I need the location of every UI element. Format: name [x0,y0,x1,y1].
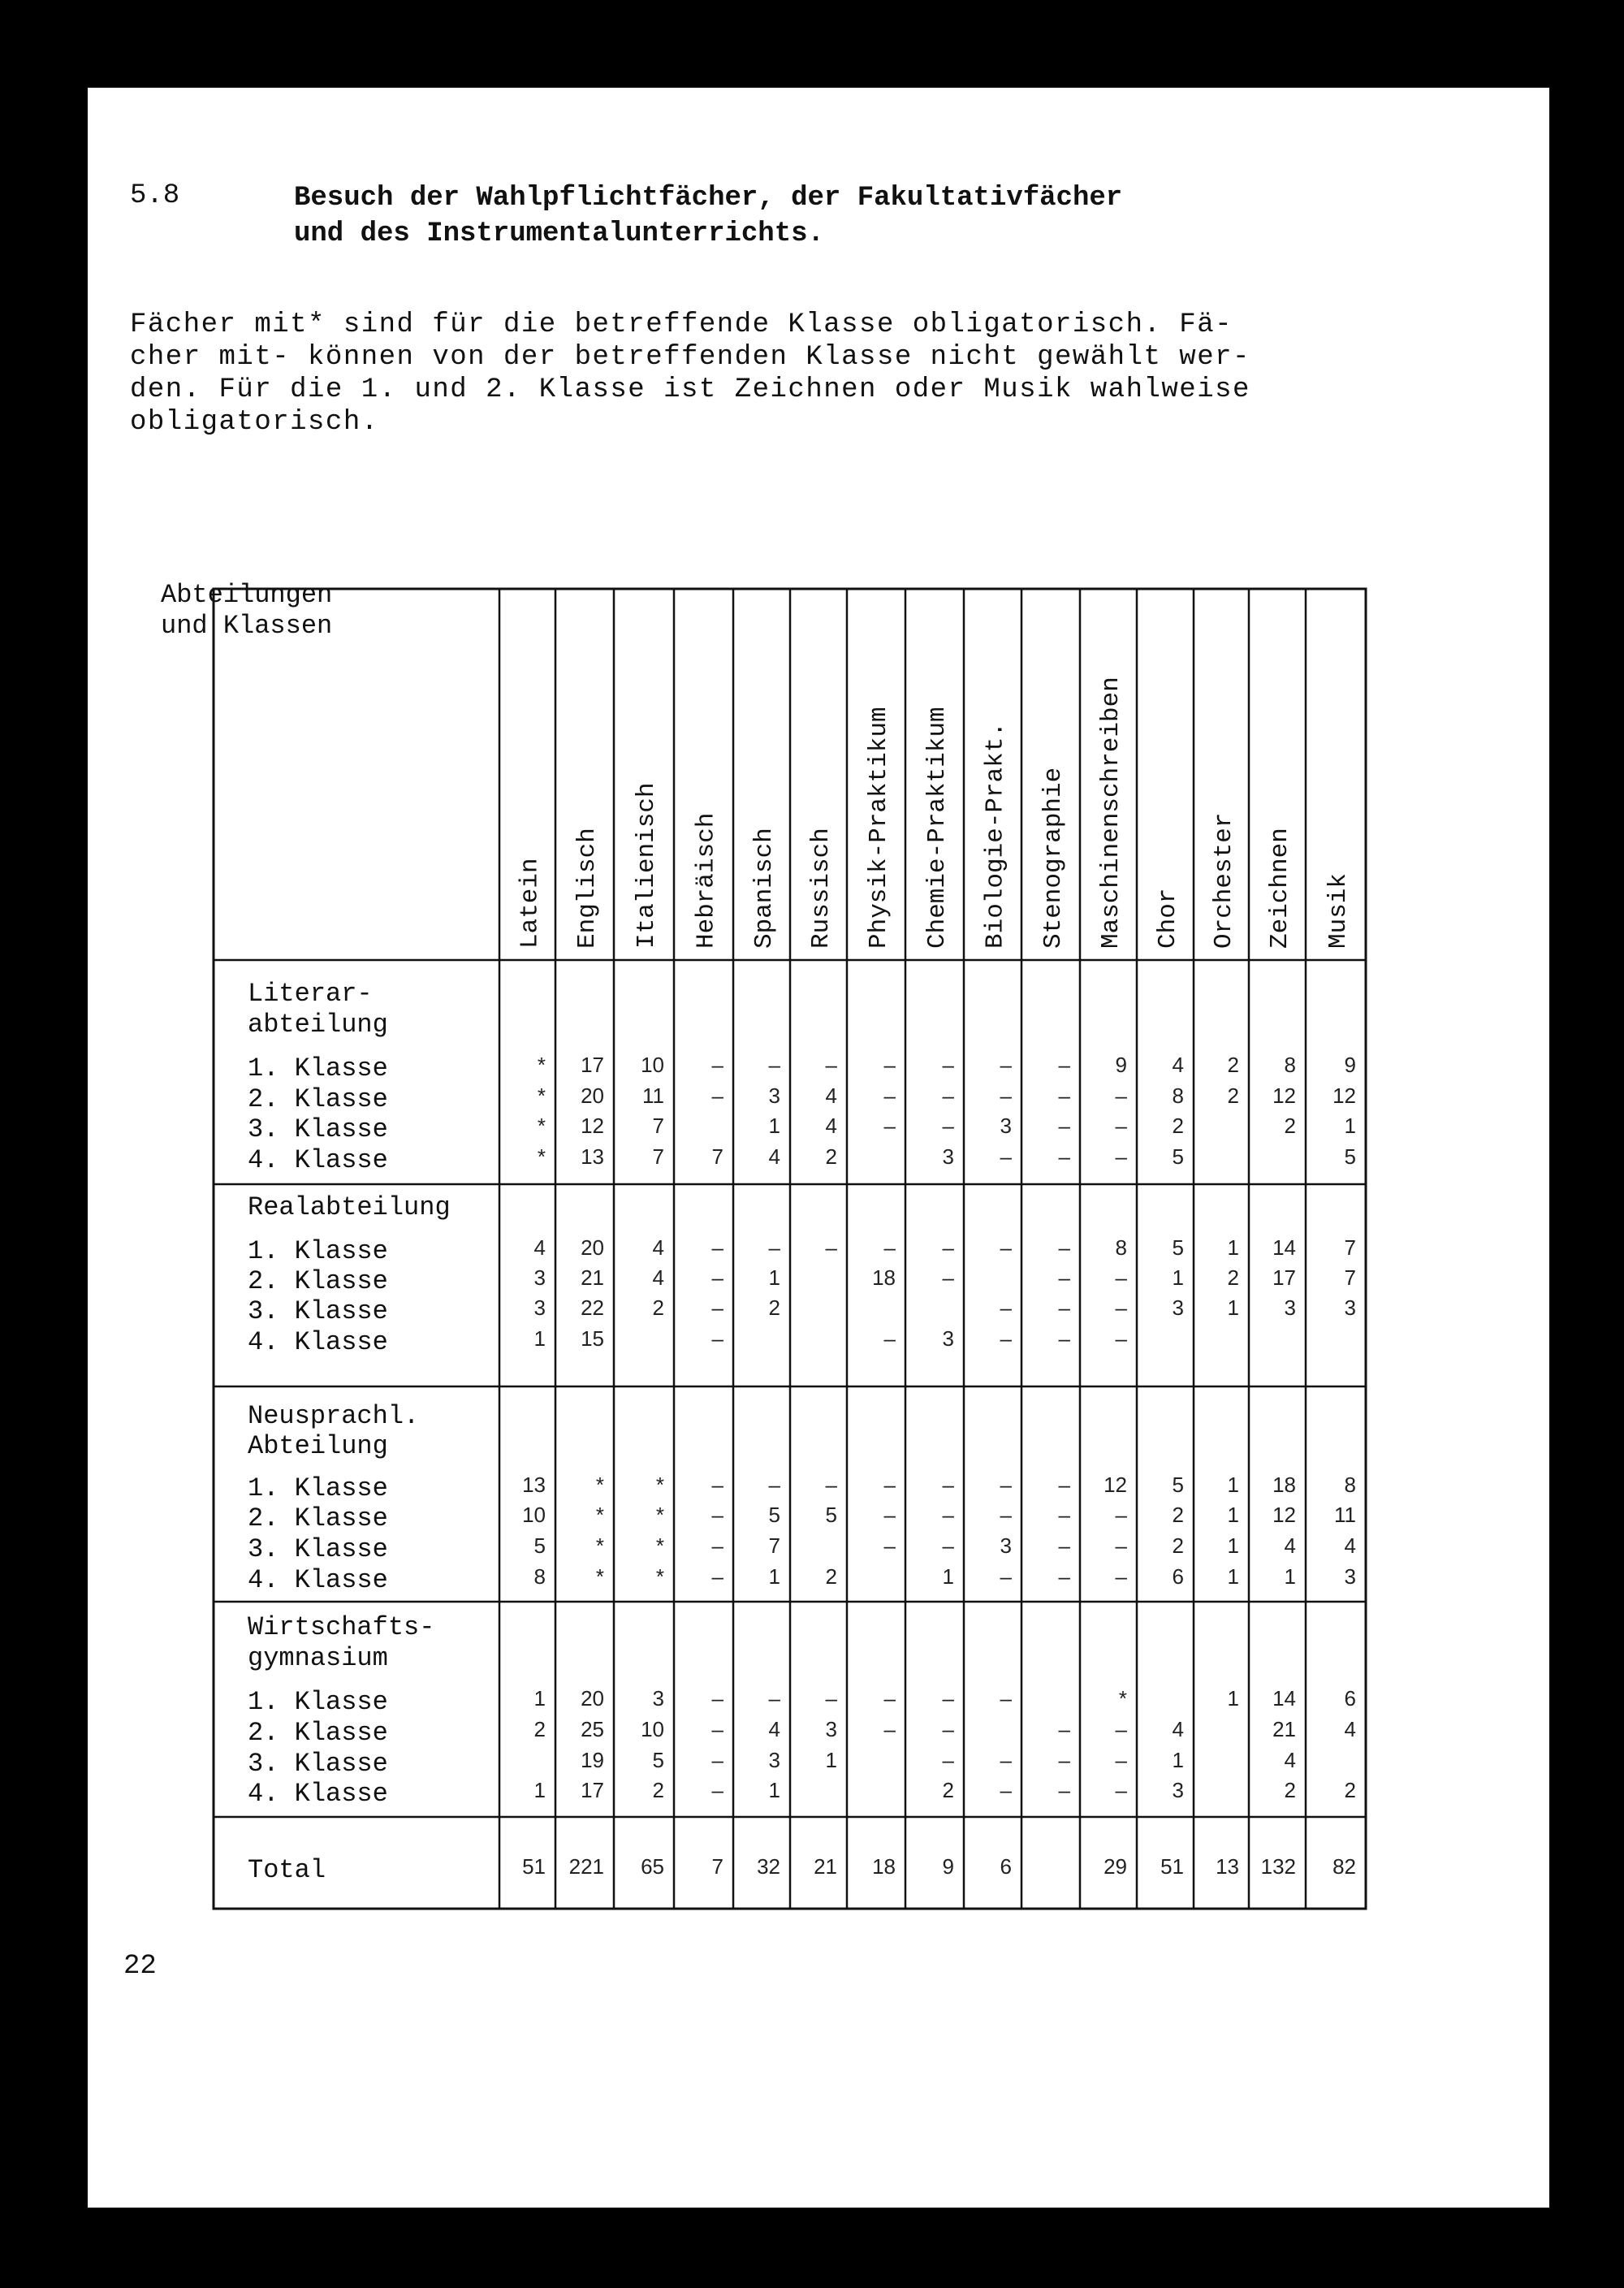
table-cell: 21 [1272,1717,1296,1741]
table-cell: 20 [581,1686,604,1711]
row-label: 2. Klasse [248,1084,388,1114]
table-cell: – [768,1235,780,1260]
table-cell: 3 [768,1748,780,1772]
table-cell: 5 [1172,1235,1184,1260]
table-cell: 5 [533,1533,546,1558]
table-cell: 9 [1115,1053,1127,1077]
row-label: 2. Klasse [248,1503,388,1533]
header-label-line-1: Abteilungen [161,580,333,610]
row-label: 4. Klasse [248,1327,388,1357]
table-cell: – [1115,1295,1127,1320]
section-title: Neusprachl. [248,1401,420,1431]
table-cell: 2 [1344,1778,1356,1802]
table-cell: – [942,1265,954,1290]
table-cell: 14 [1272,1235,1296,1260]
table-cell: – [1000,1473,1012,1497]
section-title-line-2: und des Instrumentalunterrichts. [294,218,824,249]
table-cell: 5 [1172,1144,1184,1169]
table-cell: – [711,1748,723,1772]
table-cell: – [883,1686,896,1711]
table-cell: – [1058,1083,1070,1108]
column-header: Spanisch [750,828,779,949]
table-cell: 4 [1172,1053,1184,1077]
table-cell: – [711,1717,723,1741]
table-cell: 3 [1344,1295,1356,1320]
table-cell: 18 [872,1854,896,1879]
table-cell: – [942,1533,954,1558]
intro-line: obligatorisch. [130,407,379,438]
table-cell: 4 [1344,1717,1356,1741]
table-cell: – [1058,1717,1070,1741]
table-cell: 10 [641,1717,664,1741]
table-cell: – [1000,1503,1012,1527]
table-cell: – [942,1473,954,1497]
table-cell: – [711,1503,723,1527]
table-cell: 1 [533,1686,546,1711]
table-cell: 2 [768,1295,780,1320]
table-cell: 4 [825,1083,837,1108]
table-cell: – [711,1235,723,1260]
table-cell: 4 [1344,1533,1356,1558]
table-cell: 7 [711,1854,723,1879]
table-cell: 14 [1272,1686,1296,1711]
table-cell: 10 [522,1503,546,1527]
table-cell: – [1058,1114,1070,1138]
table-cell: – [942,1503,954,1527]
table-cell: 32 [757,1854,780,1879]
table-cell: 11 [642,1083,664,1108]
table-cell: * [595,1503,604,1527]
table-cell: 4 [533,1235,546,1260]
table-cell: 3 [1000,1533,1012,1558]
table-cell: 4 [1284,1748,1296,1772]
table-cell: 132 [1260,1854,1296,1879]
table-cell: 1 [1227,1533,1239,1558]
table-cell: 9 [942,1854,954,1879]
table-cell: – [711,1778,723,1802]
table-cell: 1 [1227,1564,1239,1589]
table-cell: 8 [1284,1053,1296,1077]
table-cell: – [883,1114,896,1138]
table-cell: – [1000,1144,1012,1169]
table-cell: 7 [652,1114,664,1138]
table-cell: 82 [1332,1854,1356,1879]
column-header: Russisch [807,828,836,949]
table-cell: – [1058,1503,1070,1527]
table-cell: – [1115,1533,1127,1558]
table-cell: 2 [1227,1083,1239,1108]
table-cell: 1 [768,1564,780,1589]
row-label: 3. Klasse [248,1749,388,1779]
table-cell: – [883,1083,896,1108]
column-header: Englisch [573,828,602,949]
table-cell: – [1115,1748,1127,1772]
table-cell: * [537,1053,546,1077]
table-cell: – [1058,1053,1070,1077]
table-cell: 5 [825,1503,837,1527]
table-cell: – [1000,1778,1012,1802]
table-cell: 8 [1115,1235,1127,1260]
table-cell: 2 [825,1564,837,1589]
table-cell: 2 [1227,1265,1239,1290]
table-cell: – [883,1533,896,1558]
table-cell: 13 [522,1473,546,1497]
table-cell: * [655,1564,664,1589]
table-cell: 20 [581,1235,604,1260]
table-cell: 2 [652,1295,664,1320]
table-cell: * [655,1533,664,1558]
table-cell: 221 [568,1854,604,1879]
table-cell: – [942,1748,954,1772]
column-header: Chemie-Praktikum [923,707,952,949]
section-number: 5.8 [130,180,180,211]
column-header: Orchester [1210,812,1238,949]
table-cell: 11 [1334,1503,1356,1527]
table-cell: – [1000,1564,1012,1589]
intro-line: Fächer mit* sind für die betreffende Klasse obligatorisch. Fä- [130,309,1233,340]
table-cell: – [711,1265,723,1290]
table-cell: 13 [1216,1854,1239,1879]
row-label: 1. Klasse [248,1687,388,1717]
table-cell: 17 [1272,1265,1296,1290]
intro-line: cher mit- können von der betreffenden Klasse nicht gewählt wer- [130,342,1250,373]
table-cell: * [655,1503,664,1527]
table-cell: – [825,1473,837,1497]
table-cell: 3 [533,1265,546,1290]
table-cell: 29 [1104,1854,1127,1879]
table-cell: 65 [641,1854,664,1879]
table-cell: 7 [1344,1235,1356,1260]
table-cell: * [595,1564,604,1589]
table-cell: 8 [533,1564,546,1589]
table-cell: 5 [1172,1473,1184,1497]
table-cell: 8 [1172,1083,1184,1108]
table-cell: – [711,1473,723,1497]
table-cell: – [711,1326,723,1351]
table-cell: – [711,1053,723,1077]
table-cell: – [1000,1748,1012,1772]
row-label: 3. Klasse [248,1534,388,1564]
table-cell: – [1115,1326,1127,1351]
table-cell: 12 [1104,1473,1127,1497]
table-cell: – [1058,1295,1070,1320]
table-cell: – [883,1473,896,1497]
table-cell: 1 [533,1326,546,1351]
table-cell: 1 [1227,1686,1239,1711]
table-cell: 3 [825,1717,837,1741]
table-cell: 6 [1172,1564,1184,1589]
table-cell: – [1058,1564,1070,1589]
table-cell: 2 [1172,1114,1184,1138]
row-label: 1. Klasse [248,1236,388,1266]
table-cell: 4 [652,1235,664,1260]
table-cell: – [1058,1235,1070,1260]
table-cell: 3 [1172,1295,1184,1320]
table-cell: 4 [1284,1533,1296,1558]
table-cell: 3 [1172,1778,1184,1802]
table-cell: 18 [872,1265,896,1290]
table-cell: * [537,1114,546,1138]
table-cell: 2 [942,1778,954,1802]
table-cell: 1 [1284,1564,1296,1589]
table-cell: 2 [1284,1114,1296,1138]
table-cell: – [768,1686,780,1711]
table-cell: 1 [768,1265,780,1290]
table-cell: 5 [1344,1144,1356,1169]
table-cell: 3 [1284,1295,1296,1320]
section-title: Abteilung [248,1431,388,1461]
table-cell: 1 [1227,1503,1239,1527]
table-cell: 3 [768,1083,780,1108]
table-cell: – [883,1326,896,1351]
table-cell: – [711,1295,723,1320]
header-label-line-2: und Klassen [161,611,333,641]
row-label: 4. Klasse [248,1779,388,1809]
table-cell: 20 [581,1083,604,1108]
table-cell: 1 [942,1564,954,1589]
table-cell: 6 [1000,1854,1012,1879]
column-header: Hebräisch [692,812,721,949]
table-cell: 7 [1344,1265,1356,1290]
table-cell: – [1115,1114,1127,1138]
table-cell: 4 [1172,1717,1184,1741]
row-label: 1. Klasse [248,1053,388,1083]
table-cell: – [942,1053,954,1077]
table-cell: * [537,1083,546,1108]
table-cell: 2 [1172,1503,1184,1527]
table-cell: – [942,1686,954,1711]
table-cell: 3 [533,1295,546,1320]
column-header: Stenographie [1039,767,1068,949]
table-cell: 1 [1227,1235,1239,1260]
section-title: abteilung [248,1010,388,1040]
table-cell: – [942,1717,954,1741]
section-title: Wirtschafts- [248,1612,435,1642]
row-label: 4. Klasse [248,1145,388,1175]
table-cell: – [1058,1533,1070,1558]
table-cell: 4 [652,1265,664,1290]
table-cell: 1 [1344,1114,1356,1138]
page-number: 22 [123,1951,157,1982]
table-cell: 17 [581,1053,604,1077]
table-cell: 2 [1172,1533,1184,1558]
table-cell: – [1058,1748,1070,1772]
table-cell: * [595,1473,604,1497]
table-cell: 22 [581,1295,604,1320]
intro-line: den. Für die 1. und 2. Klasse ist Zeichnen oder Musik wahlweise [130,374,1250,405]
table-cell: – [942,1083,954,1108]
table-cell: – [1115,1265,1127,1290]
table-cell: 7 [768,1533,780,1558]
table-cell: – [1058,1265,1070,1290]
column-header: Zeichnen [1266,828,1294,949]
table-cell: – [1115,1083,1127,1108]
table-cell: – [942,1235,954,1260]
column-header: Latein [516,858,545,949]
table-cell: – [1000,1295,1012,1320]
table-cell: – [1058,1326,1070,1351]
table-cell: – [1058,1778,1070,1802]
table-cell: – [1058,1144,1070,1169]
table-cell: 4 [768,1144,780,1169]
table-cell: 1 [1172,1265,1184,1290]
section-title: Literar- [248,979,373,1009]
column-header: Biologie-Prakt. [981,721,1010,949]
table-cell: 19 [581,1748,604,1772]
table-cell: * [537,1144,546,1169]
table-cell: 1 [533,1778,546,1802]
table-cell: – [1115,1778,1127,1802]
table-cell: – [883,1053,896,1077]
table-cell: – [1000,1053,1012,1077]
table-cell: 5 [768,1503,780,1527]
table-cell: – [711,1533,723,1558]
table-cell: * [655,1473,664,1497]
column-header: Musik [1324,872,1353,949]
table-cell: 12 [1272,1503,1296,1527]
table-cell: 4 [825,1114,837,1138]
table-cell: 3 [942,1326,954,1351]
table-cell: 8 [1344,1473,1356,1497]
table-cell: 21 [581,1265,604,1290]
table-cell: – [711,1686,723,1711]
section-title: Realabteilung [248,1192,451,1222]
table-cell: 1 [1172,1748,1184,1772]
table-cell: – [1115,1503,1127,1527]
row-label: 3. Klasse [248,1114,388,1144]
table-cell: 6 [1344,1686,1356,1711]
table-cell: 3 [942,1144,954,1169]
table-cell: – [942,1114,954,1138]
section-title: gymnasium [248,1643,388,1673]
row-label: 2. Klasse [248,1266,388,1296]
table-cell: – [1000,1326,1012,1351]
column-header: Maschinenschreiben [1097,677,1125,949]
table-cell: – [1000,1686,1012,1711]
table-cell: 51 [1160,1854,1184,1879]
table-cell: 10 [641,1053,664,1077]
row-label: 1. Klasse [248,1473,388,1503]
table-cell: 2 [825,1144,837,1169]
table-cell: 3 [1344,1564,1356,1589]
row-label: 2. Klasse [248,1718,388,1748]
table-cell: 51 [522,1854,546,1879]
table-cell: – [1000,1235,1012,1260]
table-cell: – [768,1053,780,1077]
table-cell: – [825,1053,837,1077]
table-cell: 12 [1272,1083,1296,1108]
total-label: Total [248,1855,326,1885]
table-cell: 1 [768,1114,780,1138]
table-cell: 18 [1272,1473,1296,1497]
table-cell: 1 [768,1778,780,1802]
table-cell: – [825,1235,837,1260]
table-cell: 2 [533,1717,546,1741]
table-cell: 9 [1344,1053,1356,1077]
table-cell: 1 [1227,1473,1239,1497]
table-cell: 3 [652,1686,664,1711]
column-header: Italienisch [633,782,661,949]
table-cell: 7 [652,1144,664,1169]
table-cell: – [1000,1083,1012,1108]
table-cell: – [711,1083,723,1108]
table-cell: 21 [814,1854,837,1879]
table-cell: * [1118,1686,1127,1711]
table-cell: – [825,1686,837,1711]
table-cell: 12 [581,1114,604,1138]
table-cell: 3 [1000,1114,1012,1138]
row-label: 3. Klasse [248,1296,388,1326]
section-title-line-1: Besuch der Wahlpflichtfächer, der Fakultativfächer [294,183,1123,214]
table-cell: 12 [1332,1083,1356,1108]
table-cell: 17 [581,1778,604,1802]
table-cell: – [1115,1717,1127,1741]
table-cell: 5 [652,1748,664,1772]
table-cell: 25 [581,1717,604,1741]
table-cell: 13 [581,1144,604,1169]
column-header: Chor [1154,888,1182,949]
table-cell: – [883,1235,896,1260]
table-cell: * [595,1533,604,1558]
table-cell: 2 [1227,1053,1239,1077]
table-cell: – [1115,1144,1127,1169]
table-cell: 1 [825,1748,837,1772]
table-cell: – [1115,1564,1127,1589]
table-cell: – [1058,1473,1070,1497]
table-cell: – [883,1503,896,1527]
table-cell: – [883,1717,896,1741]
table-cell: – [768,1473,780,1497]
table-cell: 4 [768,1717,780,1741]
table-cell: 7 [711,1144,723,1169]
column-header: Physik-Praktikum [865,707,893,949]
table-cell: 2 [652,1778,664,1802]
table-cell: 2 [1284,1778,1296,1802]
table-cell: 15 [581,1326,604,1351]
row-label: 4. Klasse [248,1565,388,1595]
table-cell: – [711,1564,723,1589]
table-cell: 1 [1227,1295,1239,1320]
